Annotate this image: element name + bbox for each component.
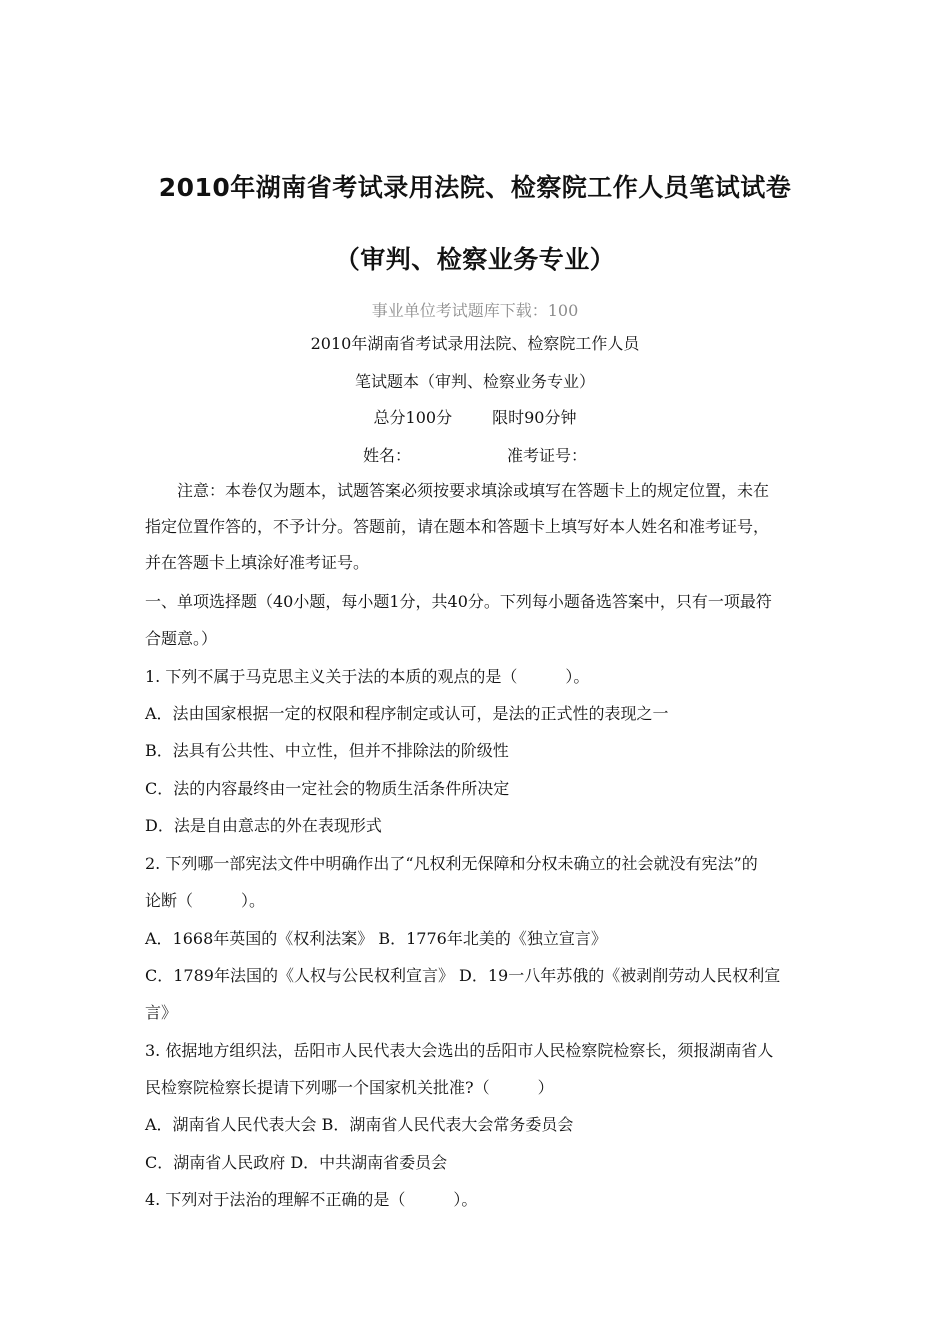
- candidate-info: [0, 443, 950, 466]
- document-title-subtitle: （审判、检察业务专业）: [334, 245, 616, 274]
- exam-heading-line2: 笔试题本（审判、检察业务专业）: [354, 372, 595, 391]
- question-stem: 2. 下列哪一部宪法文件中明确作出了“凡权利无保障和分权未确立的社会就没有宪法”的: [145, 854, 758, 873]
- question-option: C．1789年法国的《人权与公民权利宣言》 D．19一八年苏俄的《被剥削劳动人民权利宣: [145, 966, 781, 985]
- question-option: B．法具有公共性、中立性，但并不排除法的阶级性: [145, 741, 509, 760]
- name-label: 姓名：: [362, 446, 411, 465]
- exam-meta: [0, 405, 950, 428]
- question-option-cont: 言》: [145, 1003, 178, 1022]
- section-heading: 一、单项选择题（40小题，每小题1分，共40分。下列每小题备选答案中，只有一项最符: [145, 592, 772, 611]
- question-stem: 1. 下列不属于马克思主义关于法的本质的观点的是（ ）。: [145, 667, 590, 686]
- notice-line: 注意：本卷仅为题本，试题答案必须按要求填涂或填写在答题卡上的规定位置，未在: [177, 481, 770, 500]
- question-option: D．法是自由意志的外在表现形式: [145, 816, 382, 835]
- notice-line: 指定位置作答的，不予计分。答题前，请在题本和答题卡上填写好本人姓名和准考证号，: [145, 517, 770, 536]
- question-option: A．1668年英国的《权利法案》 B．1776年北美的《独立宣言》: [145, 929, 607, 948]
- question-option: A．湖南省人民代表大会 B．湖南省人民代表大会常务委员会: [145, 1115, 574, 1134]
- section-heading-cont: 合题意。）: [145, 629, 218, 648]
- time-limit: 限时90分钟: [492, 408, 577, 427]
- total-score: 总分100分: [373, 408, 453, 427]
- question-option: C．湖南省人民政府 D．中共湖南省委员会: [145, 1153, 448, 1172]
- exam-heading-line1: 2010年湖南省考试录用法院、检察院工作人员: [310, 334, 640, 353]
- exam-id-label: 准考证号：: [507, 446, 588, 465]
- notice-line: 并在答题卡上填涂好准考证号。: [145, 553, 370, 572]
- source-note: 事业单位考试题库下载：100: [371, 301, 579, 320]
- question-stem: 4. 下列对于法治的理解不正确的是（ ）。: [145, 1190, 478, 1209]
- question-option: C．法的内容最终由一定社会的物质生活条件所决定: [145, 779, 510, 798]
- document-title: 2010年湖南省考试录用法院、检察院工作人员笔试试卷: [158, 173, 792, 202]
- question-stem: 3. 依据地方组织法，岳阳市人民代表大会选出的岳阳市人民检察院检察长，须报湖南省人: [145, 1041, 774, 1060]
- question-stem-cont: 民检察院检察长提请下列哪一个国家机关批准?（ ）: [145, 1078, 554, 1097]
- question-option: A．法由国家根据一定的权限和程序制定或认可，是法的正式性的表现之一: [145, 704, 669, 723]
- question-stem-cont: 论断（ ）。: [145, 891, 266, 910]
